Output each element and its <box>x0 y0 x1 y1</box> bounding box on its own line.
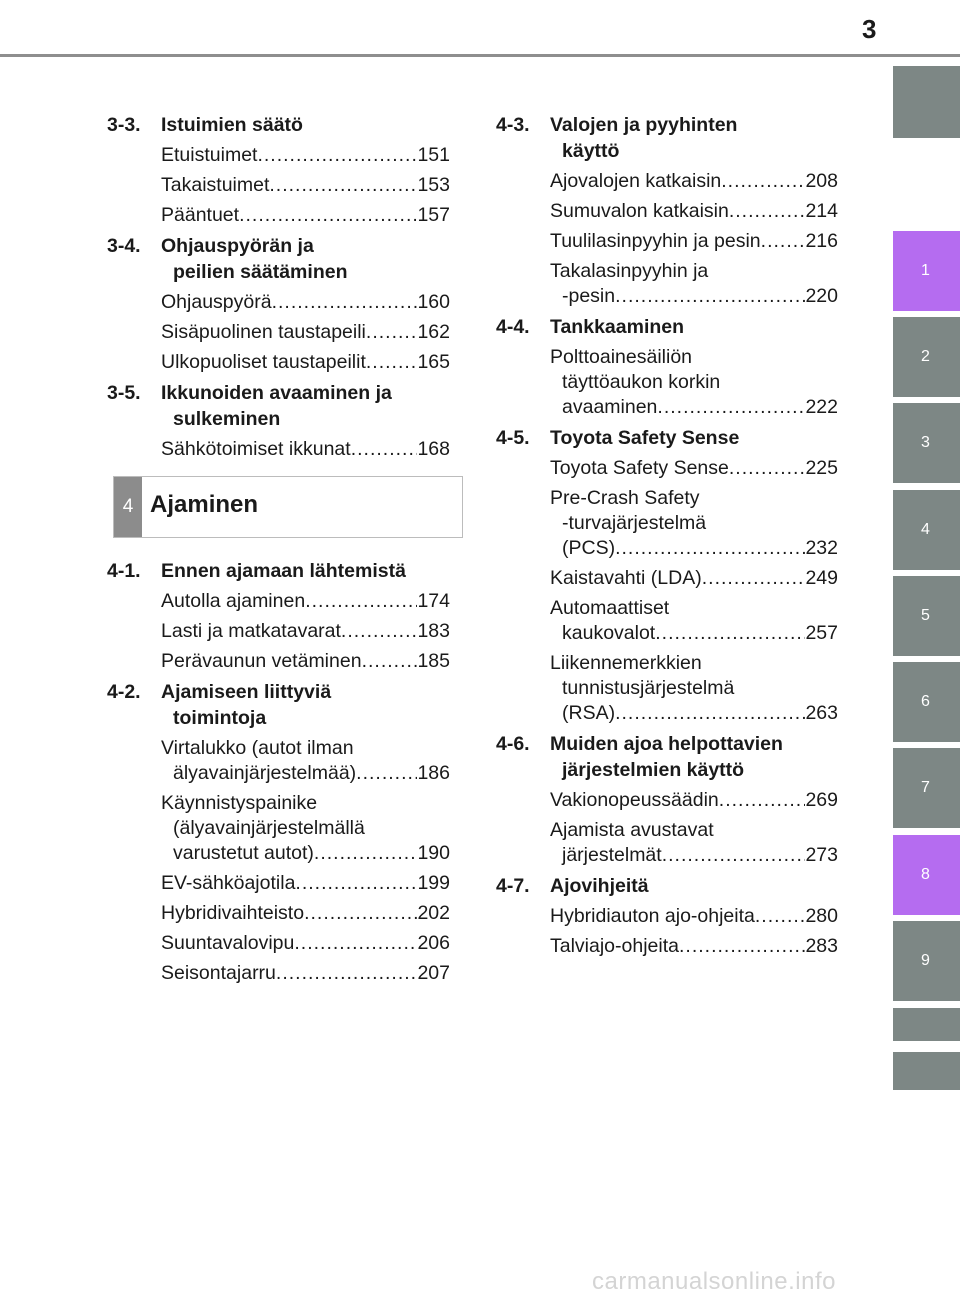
toc-entry-label: Talviajo-ohjeita <box>550 935 679 957</box>
toc-leader-dots <box>341 619 418 644</box>
toc-entry-label-line: (älyavainjärjestelmällä <box>173 817 365 839</box>
toc-page-number: 174 <box>417 590 450 612</box>
toc-page-number: 283 <box>805 935 838 957</box>
chapter-band <box>113 476 463 538</box>
toc-entry[interactable] <box>161 791 450 866</box>
toc-entry-label: Sähkötoimiset ikkunat <box>161 438 351 460</box>
toc-page-number: 199 <box>417 872 450 894</box>
toc-section-title: Valojen ja pyyhinten <box>550 114 738 136</box>
toc-section-number: 4-7. <box>496 875 530 897</box>
toc-entry-label: Toyota Safety Sense <box>550 457 729 479</box>
toc-leader-dots <box>657 395 805 420</box>
toc-section-number: 4-4. <box>496 316 530 338</box>
toc-entry-label: Lasti ja matkatavarat <box>161 620 341 642</box>
toc-page-number: 273 <box>805 844 838 866</box>
toc-page-number: 269 <box>805 789 838 811</box>
toc-leader-dots <box>615 284 805 309</box>
toc-leader-dots <box>366 350 418 375</box>
side-tab-label: 2 <box>921 348 930 365</box>
toc-section-title: Tankkaaminen <box>550 316 685 338</box>
side-tab-5[interactable] <box>893 576 960 656</box>
toc-leader-dots <box>679 934 805 959</box>
toc-page-number: 263 <box>805 702 838 724</box>
toc-section <box>496 314 838 420</box>
toc-section-heading[interactable] <box>107 233 450 285</box>
toc-page-number: 190 <box>417 842 450 864</box>
toc-page-number: 257 <box>805 622 838 644</box>
toc-entry[interactable] <box>161 619 450 644</box>
toc-entry-label: älyavainjärjestelmää) <box>173 762 357 784</box>
toc-entry-label: Ajovalojen katkaisin <box>550 170 722 192</box>
toc-leader-dots <box>314 841 418 866</box>
side-tab-7[interactable] <box>893 748 960 828</box>
toc-entry[interactable] <box>550 818 838 868</box>
toc-leader-dots <box>269 173 417 198</box>
toc-section <box>496 873 838 959</box>
toc-entry-label: Vakionopeussäädin <box>550 789 719 811</box>
toc-entry-label: varustetut autot) <box>173 842 314 864</box>
toc-entry[interactable] <box>550 229 838 254</box>
side-tab-blank[interactable] <box>893 66 960 138</box>
toc-entry-label: Tuulilasinpyyhin ja pesin <box>550 230 761 252</box>
toc-section-heading[interactable] <box>107 558 450 584</box>
toc-entry[interactable] <box>550 259 838 309</box>
toc-leader-dots <box>257 143 417 168</box>
toc-page-number: 162 <box>417 321 450 343</box>
toc-entry[interactable] <box>161 736 450 786</box>
toc-group-chapter-4-right <box>496 112 838 959</box>
toc-entry[interactable] <box>161 961 450 986</box>
toc-section-title: peilien säätäminen <box>173 261 348 283</box>
side-tab-label: 8 <box>921 866 930 883</box>
toc-entry-label: Kaistavahti (LDA) <box>550 567 702 589</box>
toc-entry-label: (RSA) <box>562 702 616 724</box>
toc-section-number: 4-2. <box>107 681 141 703</box>
toc-section <box>107 679 450 986</box>
toc-section-heading[interactable] <box>496 731 838 783</box>
toc-leader-dots <box>719 788 806 813</box>
toc-page-number: 202 <box>417 902 450 924</box>
toc-page-number: 232 <box>805 537 838 559</box>
toc-entry-label: Etuistuimet <box>161 144 258 166</box>
toc-entry-label: Perävaunun vetäminen <box>161 650 362 672</box>
toc-leader-dots <box>655 621 805 646</box>
toc-entry[interactable] <box>161 931 450 956</box>
toc-page-number: 185 <box>417 650 450 672</box>
toc-entry-label: Ohjauspyörä <box>161 291 272 313</box>
toc-page-number: 168 <box>417 438 450 460</box>
chapter-band-number: 4 <box>114 477 142 537</box>
toc-entry-label: Sisäpuolinen taustapeili <box>161 321 366 343</box>
toc-entry-label: Ulkopuoliset taustapeilit <box>161 351 366 373</box>
watermark-text: carmanualsonline.info <box>592 1268 836 1295</box>
toc-entry[interactable] <box>161 437 450 462</box>
toc-page-number: 216 <box>805 230 838 252</box>
toc-section <box>496 112 838 309</box>
side-tab-label: 6 <box>921 693 930 710</box>
toc-page-number: 225 <box>805 457 838 479</box>
toc-page-number: 153 <box>417 174 450 196</box>
toc-section-title: järjestelmien käyttö <box>562 759 745 781</box>
toc-leader-dots <box>272 290 418 315</box>
top-rule <box>0 54 960 57</box>
toc-entry-label: EV-sähköajotila <box>161 872 296 894</box>
toc-leader-dots <box>304 901 417 926</box>
toc-entry[interactable] <box>161 320 450 345</box>
toc-section-number: 4-6. <box>496 733 530 755</box>
toc-leader-dots <box>662 843 806 868</box>
toc-entry[interactable] <box>161 173 450 198</box>
toc-left-column <box>107 112 450 984</box>
toc-entry-label-line: Virtalukko (autot ilman <box>161 737 354 759</box>
toc-entry-label-line: Takalasinpyyhin ja <box>550 260 709 282</box>
side-tab-label: 7 <box>921 779 930 796</box>
toc-leader-dots <box>276 961 418 986</box>
toc-section-number: 4-3. <box>496 114 530 136</box>
toc-entry[interactable] <box>550 934 838 959</box>
toc-leader-dots <box>305 589 417 614</box>
toc-entry-label: Seisontajarru <box>161 962 276 984</box>
page-number: 3 <box>862 14 877 44</box>
toc-group-chapter-3 <box>107 112 450 462</box>
toc-section <box>107 380 450 462</box>
toc-leader-dots <box>351 437 418 462</box>
side-tab-3[interactable] <box>893 403 960 483</box>
toc-entry-label: Autolla ajaminen <box>161 590 306 612</box>
toc-leader-dots <box>362 649 418 674</box>
side-tab-label: 4 <box>921 521 930 538</box>
toc-leader-dots <box>615 536 805 561</box>
toc-entry[interactable] <box>161 290 450 315</box>
toc-section-heading[interactable] <box>107 380 450 432</box>
side-tab-blank[interactable] <box>893 1052 960 1090</box>
toc-entry[interactable] <box>161 649 450 674</box>
toc-section-number: 3-5. <box>107 382 141 404</box>
toc-section <box>107 233 450 375</box>
chapter-band-title: Ajaminen <box>150 491 259 518</box>
toc-section <box>107 112 450 228</box>
toc-leader-dots <box>239 203 417 228</box>
toc-entry[interactable] <box>550 904 838 929</box>
side-tab-2[interactable] <box>893 317 960 397</box>
toc-leader-dots <box>702 566 806 591</box>
toc-section-title: sulkeminen <box>173 408 281 430</box>
toc-entry[interactable] <box>161 871 450 896</box>
side-tab-label: 3 <box>921 434 930 451</box>
toc-section-title: Toyota Safety Sense <box>550 427 740 449</box>
toc-page-number: 183 <box>417 620 450 642</box>
toc-entry[interactable] <box>161 350 450 375</box>
toc-leader-dots <box>755 904 806 929</box>
toc-section-number: 4-5. <box>496 427 530 449</box>
toc-entry-label-line: Liikennemerkkien <box>550 652 702 674</box>
toc-page-number: 249 <box>805 567 838 589</box>
side-tab-label: 1 <box>921 262 930 279</box>
toc-section <box>496 731 838 868</box>
side-tab-blank[interactable] <box>893 1008 960 1041</box>
toc-entry[interactable] <box>161 589 450 614</box>
toc-page-number: 157 <box>417 204 450 226</box>
toc-entry-label-line: Automaattiset <box>550 597 670 619</box>
toc-page-number: 165 <box>417 351 450 373</box>
toc-page-number: 222 <box>805 396 838 418</box>
toc-entry-label: -pesin <box>562 285 616 307</box>
toc-entry-label-line: täyttöaukon korkin <box>562 371 721 393</box>
toc-entry[interactable] <box>161 203 450 228</box>
toc-entry[interactable] <box>550 199 838 224</box>
toc-section-title: toimintoja <box>173 707 267 729</box>
toc-entry-label-line: Käynnistyspainike <box>161 792 318 814</box>
toc-section-heading[interactable] <box>496 873 838 899</box>
toc-page-number: 208 <box>805 170 838 192</box>
toc-entry[interactable] <box>161 143 450 168</box>
toc-entry-label-line: Pre-Crash Safety <box>550 487 700 509</box>
toc-leader-dots <box>356 761 417 786</box>
toc-entry-label: Suuntavalovipu <box>161 932 295 954</box>
toc-page-number: 220 <box>805 285 838 307</box>
toc-entry-label: järjestelmät <box>562 844 662 866</box>
side-tab-9[interactable] <box>893 921 960 1001</box>
toc-page-number: 280 <box>805 905 838 927</box>
toc-entry-label: avaaminen <box>562 396 658 418</box>
toc-section-number: 3-3. <box>107 114 141 136</box>
toc-section-heading[interactable] <box>496 314 838 340</box>
toc-leader-dots <box>761 229 806 254</box>
toc-entry-label: Pääntuet <box>161 204 240 226</box>
toc-section-title: Ohjauspyörän ja <box>161 235 314 257</box>
toc-page-number: 151 <box>417 144 450 166</box>
toc-entry-label-line: Ajamista avustavat <box>550 819 714 841</box>
toc-entry[interactable] <box>550 486 838 561</box>
toc-section-title: Muiden ajoa helpottavien <box>550 733 783 755</box>
toc-section-number: 3-4. <box>107 235 141 257</box>
toc-group-chapter-4-left <box>107 558 450 991</box>
toc-entry-label: Hybridivaihteisto <box>161 902 305 924</box>
toc-section-title: Ajovihjeitä <box>550 875 649 897</box>
toc-leader-dots <box>366 320 418 345</box>
toc-entry[interactable] <box>550 456 838 481</box>
toc-entry[interactable] <box>550 788 838 813</box>
toc-entry[interactable] <box>550 651 838 726</box>
toc-section-heading[interactable] <box>496 425 838 451</box>
toc-section-title: Ennen ajamaan lähtemistä <box>161 560 406 582</box>
side-tab-1[interactable] <box>893 231 960 311</box>
toc-entry-label-line: Polttoainesäiliön <box>550 346 693 368</box>
toc-entry[interactable] <box>550 596 838 646</box>
side-tab-label: 9 <box>921 952 930 969</box>
toc-entry-label: (PCS) <box>562 537 616 559</box>
side-tab-6[interactable] <box>893 662 960 742</box>
toc-entry-label: kaukovalot <box>562 622 656 644</box>
toc-section-heading[interactable] <box>496 112 838 164</box>
toc-leader-dots <box>295 871 417 896</box>
side-tab-4[interactable] <box>893 490 960 570</box>
toc-section-title: käyttö <box>562 140 620 162</box>
toc-page-number: 160 <box>417 291 450 313</box>
side-tab-label: 5 <box>921 607 930 624</box>
toc-section-title: Istuimien säätö <box>161 114 303 136</box>
toc-entry[interactable] <box>550 566 838 591</box>
toc-section <box>496 425 838 726</box>
toc-entry-label-line: -turvajärjestelmä <box>562 512 707 534</box>
toc-entry-label: Hybridiauton ajo-ohjeita <box>550 905 755 927</box>
toc-leader-dots <box>294 931 417 956</box>
toc-entry-label: Takaistuimet <box>161 174 270 196</box>
toc-entry-label-line: tunnistusjärjestelmä <box>562 677 735 699</box>
toc-section <box>107 558 450 674</box>
toc-entry[interactable] <box>550 345 838 420</box>
toc-right-column <box>496 112 838 964</box>
toc-leader-dots <box>615 701 805 726</box>
toc-section-title: Ikkunoiden avaaminen ja <box>161 382 392 404</box>
toc-section-title: Ajamiseen liittyviä <box>161 681 332 703</box>
toc-entry[interactable] <box>550 169 838 194</box>
side-tab-8[interactable] <box>893 835 960 915</box>
toc-section-number: 4-1. <box>107 560 141 582</box>
toc-leader-dots <box>729 456 806 481</box>
toc-page-number: 214 <box>805 200 838 222</box>
toc-entry[interactable] <box>161 901 450 926</box>
toc-section-heading[interactable] <box>107 112 450 138</box>
toc-page-number: 186 <box>417 762 450 784</box>
toc-section-heading[interactable] <box>107 679 450 731</box>
toc-leader-dots <box>721 169 805 194</box>
toc-leader-dots <box>729 199 806 224</box>
toc-entry-label: Sumuvalon katkaisin <box>550 200 729 222</box>
toc-page-number: 207 <box>417 962 450 984</box>
toc-page-number: 206 <box>417 932 450 954</box>
